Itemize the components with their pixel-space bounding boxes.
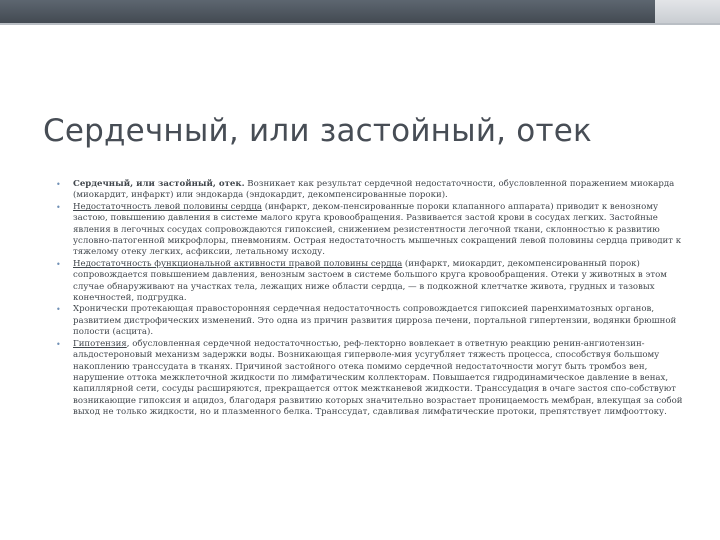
bullet-icon: • — [56, 259, 61, 269]
list-item — [56, 202, 683, 259]
list-item — [56, 304, 683, 338]
bullet-lead: Недостаточность левой половины сердца — [73, 201, 262, 212]
top-bar — [0, 0, 720, 23]
list-item — [56, 179, 683, 202]
top-banner — [0, 0, 720, 28]
bullet-icon: • — [56, 202, 61, 212]
top-bar-accent — [655, 0, 720, 23]
bullet-icon: • — [56, 305, 61, 315]
top-bar-divider — [0, 23, 720, 25]
list-item — [56, 339, 683, 419]
bullet-text: Хронически протекающая правосторонняя сердечная недостаточность сопровождается гипоксией паренхиматозных органов, развитием дистрофических изменений. Это одна из причин развития цирроза печени, портальной гипертензии, водянки брюшной полости (асцита). — [73, 304, 677, 338]
bullet-icon: • — [56, 180, 61, 189]
bullet-lead: Сердечный, или застойный, отек. — [73, 179, 245, 189]
bullet-text: , обусловленная сердечной недостаточностью, реф-лекторно вовлекает в ответную реакцию ренин-ангиотензин-альдостероновый механизм задержки воды. Возникающая гиперволе-мия усугубляет тяжесть процесса, способствуя большому накоплению транссудата в тканях. Причиной застойного отека помимо сердечной недостаточности могут быть тромбоз вен, нарушение оттока межклеточной жидкости по лимфатическим коллекторам. Повышается гидродинамическое давление в венах, капиллярной сети, сосуды расширяются, прекращается отток межтканевой жидкости. Транссудация в очаге застоя спо-собствуют возникающие гипоксия и ацидоз, благодаря развитию которых значительно возрастает проницаемость мембран, влекущая за собой выход не только жидкости, но и плазменного белка. Транссудат, сдавливая лимфатические протоки, препятствует лимфооттоку. — [73, 338, 683, 418]
bullet-text: Возникает как результат сердечной недостаточности, обусловленной поражением миокарда (миокардит, инфаркт) или эндокарда (эндокардит, декомпенсированные пороки). — [73, 179, 675, 201]
bullet-icon: • — [56, 339, 61, 349]
bullet-lead: Недостаточность функциональной активности правой половины сердца — [73, 258, 403, 269]
page-title: Сердечный, или застойный, отек — [43, 113, 592, 149]
bullet-lead: Гипотензия — [73, 338, 127, 349]
bullet-list — [56, 179, 683, 419]
list-item — [56, 259, 683, 305]
bullet-text: (инфаркт, миокардит, декомпенсированный порок) сопровождается повышением давления, венозным застоем в системе большого круга кровообращения. Отеки у животных в этом случае обнаруживают на участках тела, лежащих ниже области сердца, — в подкожной клетчатке живота, грудных и тазовых конечностей, подгрудка. — [73, 258, 667, 304]
bullet-text: (инфаркт, деком-пенсированные пороки клапанного аппарата) приводит к венозному застою, повышению давления в системе малого круга кровообращения. Развивается застой крови в сосудах легких. Застойные явления в легочных сосудах сопровождаются гипоксией, снижением резистентности легочной ткани, склонностью к развитию условно-патогенной микрофлоры, пневмониям. Острая недостаточность мышечных сокращений левой половины сердца приводит к тяжелому отеку легких, асфиксии, летальному исходу. — [73, 201, 682, 258]
